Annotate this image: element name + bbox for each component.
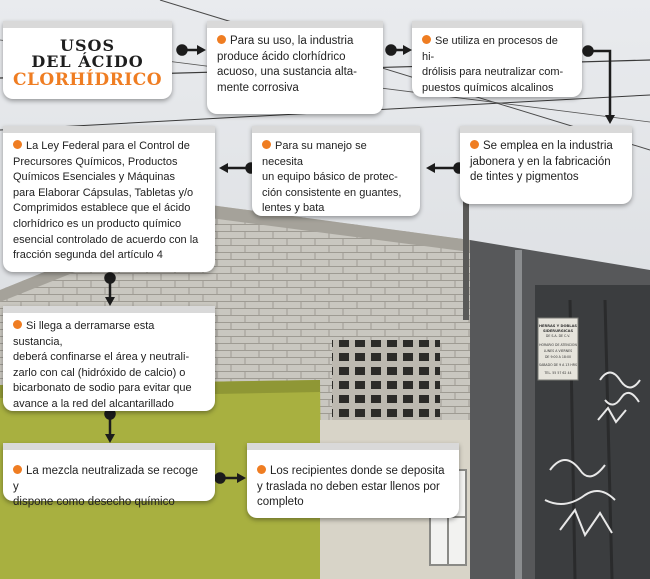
connector-arrowhead (219, 163, 228, 173)
step-text: lentes y bata (262, 202, 325, 214)
step-text: Se utiliza en procesos de hi- (422, 35, 558, 63)
bullet-dot (422, 35, 431, 44)
connector-arrowhead (237, 473, 246, 483)
step-text: acuoso, una sustancia alta- (217, 66, 358, 78)
title-line-3: CLORHÍDRICO (12, 70, 163, 90)
step-text: drólisis para neutralizar com- (422, 66, 564, 78)
bullet-dot (13, 140, 22, 149)
step-box-2 (412, 21, 582, 97)
sign-line: SABADO DE 9 A 13 HRS (538, 363, 578, 367)
step-text: de tintes y pigmentos (470, 171, 579, 183)
connector-arrowhead (403, 45, 412, 55)
bullet-dot (262, 140, 271, 149)
step-box-3 (460, 126, 632, 204)
sign-line: HERRAS Y DOBLAS (539, 324, 577, 328)
connector-line (588, 51, 610, 118)
step-text: La mezcla neutralizada se recoge y (13, 465, 198, 493)
step-text: avance a la red del alcantarillado (13, 397, 174, 410)
step-text: Para su manejo se necesita (262, 140, 367, 168)
sign-line: SIDERURGICAS (542, 329, 574, 333)
connector-arrowhead (197, 45, 206, 55)
step-box-1 (207, 21, 383, 114)
connector-arrowhead (605, 115, 615, 124)
step-text: Precursores Químicos, Productos (13, 155, 178, 168)
connector-arrowhead (426, 163, 435, 173)
step-box-4 (252, 126, 420, 216)
step-text: completo (257, 496, 304, 508)
bullet-dot (13, 465, 22, 474)
step-text: fracción segunda del artículo 4 (13, 249, 163, 262)
sign-line: TEL. 55 57 62 44 (544, 371, 572, 375)
step-text: Químicos Esenciales y Máquinas (13, 171, 176, 184)
bullet-dot (257, 465, 266, 474)
step-box-8 (247, 443, 459, 518)
step-text: dispone como desecho químico (13, 496, 175, 508)
sign-line: HORARIO DE ATENCION (539, 343, 577, 347)
step-text: puestos químicos alcalinos (422, 81, 554, 94)
sign-line: DE S.A. DE C.V. (545, 334, 571, 338)
step-text: produce ácido clorhídrico (217, 50, 346, 63)
step-text: Se emplea en la industria (483, 140, 613, 152)
bullet-dot (13, 320, 22, 329)
step-text: Para su uso, la industria (230, 35, 354, 47)
bullet-dot (217, 35, 226, 44)
step-text: ción consistente en guantes, (262, 186, 402, 199)
step-text: Comprimidos establece que el ácido (13, 202, 191, 215)
title-box (3, 21, 172, 99)
step-text: jabonera y en la fabricación (470, 155, 611, 168)
title-line-2: DEL ÁCIDO (31, 52, 144, 71)
sign-line: DE 9:00 A 18:00 (544, 355, 572, 359)
bullet-dot (470, 140, 479, 149)
step-text: zarlo con cal (hidróxido de calcio) o (13, 366, 186, 379)
step-text: La Ley Federal para el Control de (26, 140, 190, 152)
step-text: esencial controlado de acuerdo con la (13, 233, 199, 246)
step-text: clorhídrico es un producto químico (13, 217, 182, 230)
step-text: un equipo básico de protec- (262, 171, 398, 183)
step-text: mente corrosiva (217, 81, 299, 94)
step-text: Si llega a derramarse esta sustancia, (13, 320, 155, 348)
connector-arrowhead (105, 434, 115, 443)
step-box-5 (3, 126, 215, 272)
step-text: y traslada no deben estar llenos por (257, 480, 440, 493)
step-text: bicarbonato de sodio para evitar que (13, 382, 192, 394)
step-text: para Elaborar Cápsulas, Tabletas y/o (13, 186, 194, 199)
step-text: deberá confinarse el área y neutrali- (13, 351, 190, 363)
title-line-1: USOS (60, 36, 115, 55)
connector-arrowhead (105, 297, 115, 306)
step-box-6 (3, 306, 215, 411)
sign-line: LUNES A VIERNES (543, 349, 573, 353)
step-text: Los recipientes donde se deposita (270, 465, 445, 477)
step-box-7 (3, 443, 215, 508)
